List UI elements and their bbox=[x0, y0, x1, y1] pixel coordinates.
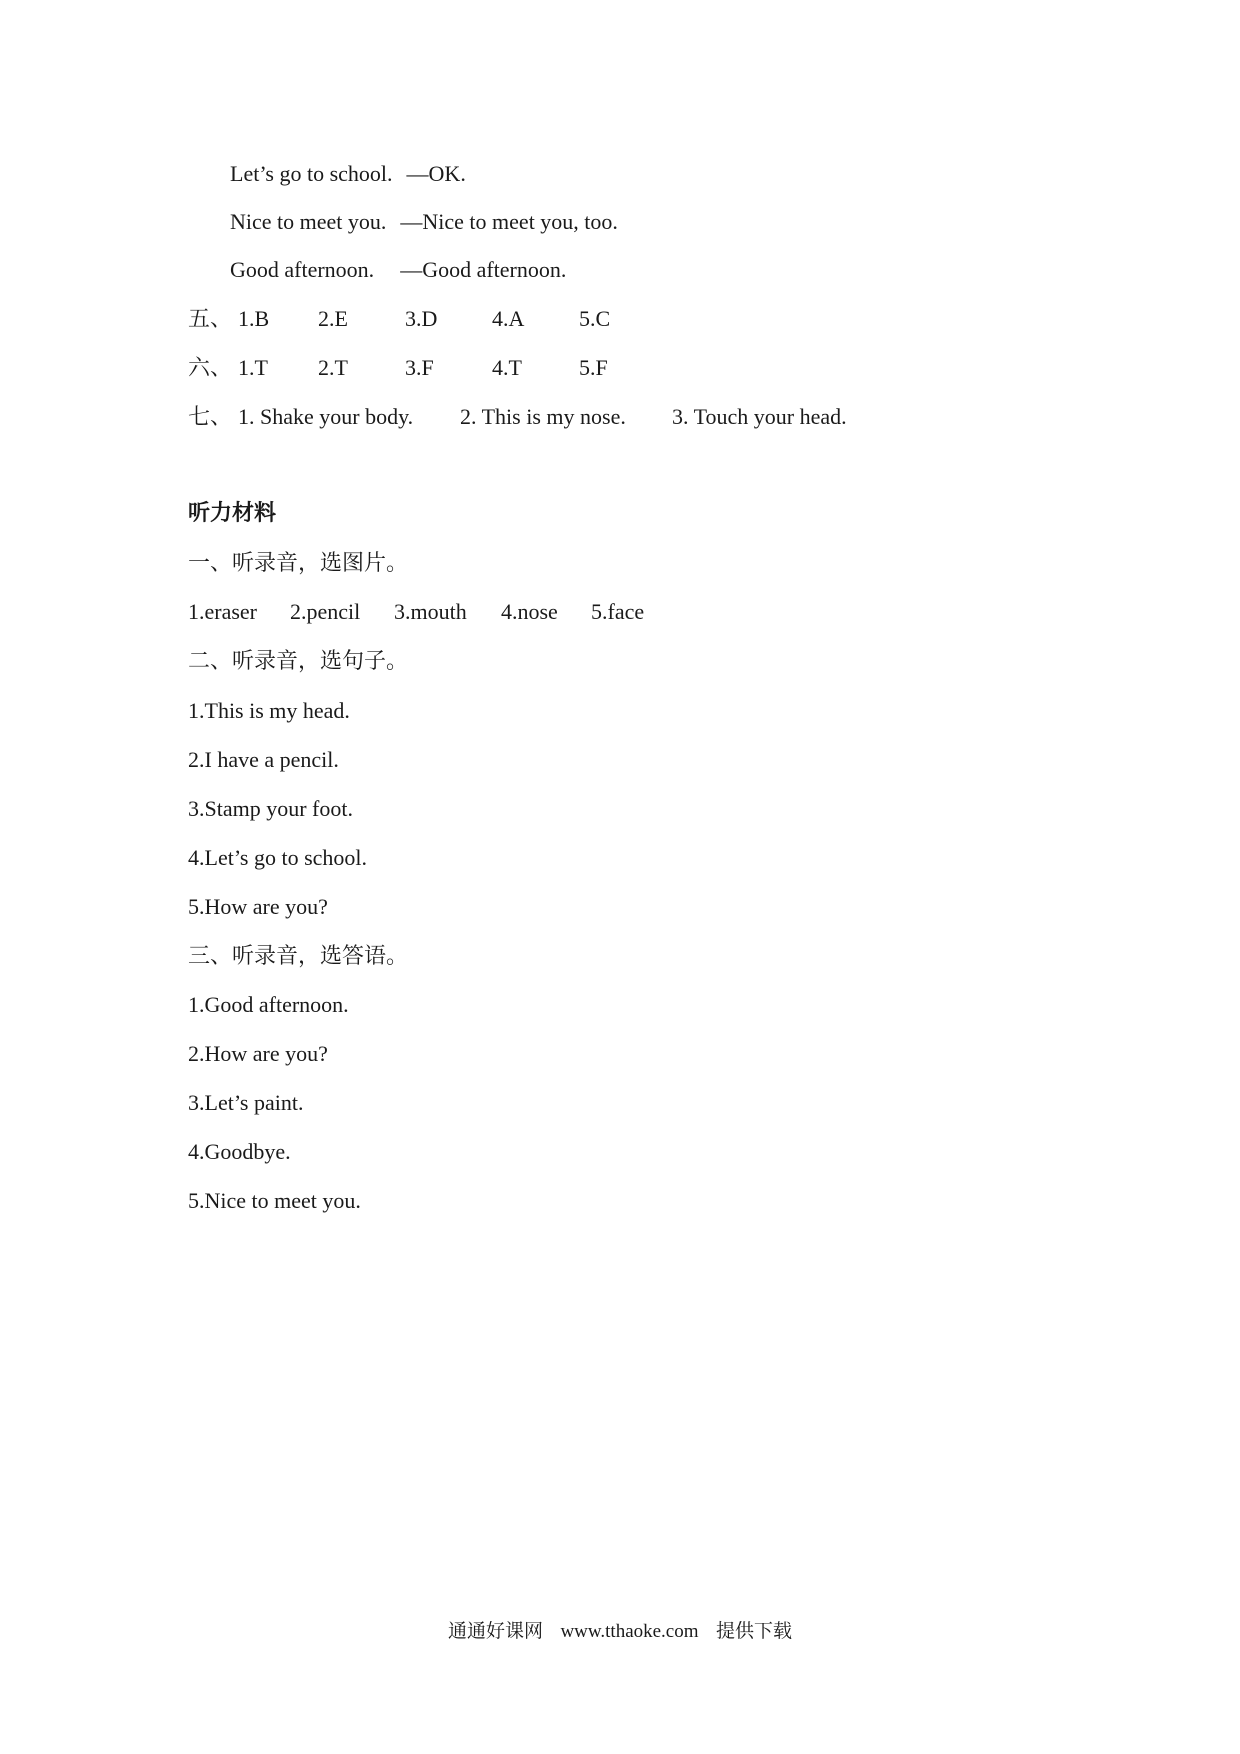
list-item: 2.I have a pencil. bbox=[188, 747, 339, 772]
dialogue-line-1 bbox=[230, 160, 466, 188]
answer-item: 1. Shake your body. bbox=[238, 404, 414, 429]
answer-item: 2. This is my nose. bbox=[460, 404, 626, 429]
dialogue-prompt: Let’s go to school. bbox=[230, 161, 393, 186]
answer-item: 5.C bbox=[579, 306, 611, 331]
dialogue-prompt: Good afternoon. bbox=[230, 257, 375, 282]
dialogue-prompt: Nice to meet you. bbox=[230, 209, 387, 234]
list-item: 1.This is my head. bbox=[188, 698, 350, 723]
answer-item: 4.A bbox=[492, 306, 525, 331]
answer-item: 2.E bbox=[318, 306, 348, 331]
list-item: 1.Good afternoon. bbox=[188, 992, 349, 1017]
dialogue-line-3 bbox=[230, 256, 566, 284]
answer-item: 1.T bbox=[238, 355, 268, 380]
dialogue-response: —OK. bbox=[406, 161, 466, 186]
list-item: 4.Let’s go to school. bbox=[188, 845, 368, 870]
answer-item: 2.T bbox=[318, 355, 348, 380]
page-footer bbox=[0, 1620, 1240, 1644]
list-item: 2.pencil bbox=[290, 599, 361, 624]
list-item: 5.face bbox=[591, 599, 645, 624]
answer-item: 4.T bbox=[492, 355, 522, 380]
part1-heading: 一、听录音，选图片。 bbox=[188, 550, 409, 575]
dialogue-response: —Good afternoon. bbox=[400, 257, 567, 282]
footer-suffix: 提供下载 bbox=[716, 1621, 793, 1642]
section-label: 五、 bbox=[188, 306, 233, 331]
answer-item: 3. Touch your head. bbox=[672, 404, 847, 429]
list-item: 3.mouth bbox=[394, 599, 467, 624]
part1-items bbox=[188, 598, 644, 626]
section-label: 六、 bbox=[188, 355, 233, 380]
listening-title: 听力材料 bbox=[188, 501, 277, 526]
answer-item: 3.F bbox=[405, 355, 434, 380]
section-label: 七、 bbox=[188, 404, 233, 429]
part3-heading: 三、听录音，选答语。 bbox=[188, 943, 409, 968]
answer-item: 5.F bbox=[579, 355, 608, 380]
part2-heading: 二、听录音，选句子。 bbox=[188, 648, 409, 673]
list-item: 1.eraser bbox=[188, 599, 258, 624]
answer-row-five bbox=[188, 305, 610, 333]
list-item: 4.Goodbye. bbox=[188, 1139, 291, 1164]
footer-url[interactable]: www.tthaoke.com bbox=[560, 1621, 699, 1642]
answer-item: 1.B bbox=[238, 306, 270, 331]
list-item: 5.How are you? bbox=[188, 894, 328, 919]
answer-item: 3.D bbox=[405, 306, 438, 331]
footer-site-name: 通通好课网 bbox=[447, 1621, 543, 1642]
list-item: 5.Nice to meet you. bbox=[188, 1188, 361, 1213]
list-item: 2.How are you? bbox=[188, 1041, 328, 1066]
dialogue-line-2 bbox=[230, 208, 618, 236]
list-item: 3.Let’s paint. bbox=[188, 1090, 304, 1115]
answer-row-seven bbox=[188, 403, 847, 431]
list-item: 4.nose bbox=[501, 599, 558, 624]
list-item: 3.Stamp your foot. bbox=[188, 796, 353, 821]
answer-row-six bbox=[188, 354, 608, 382]
dialogue-response: —Nice to meet you, too. bbox=[400, 209, 618, 234]
